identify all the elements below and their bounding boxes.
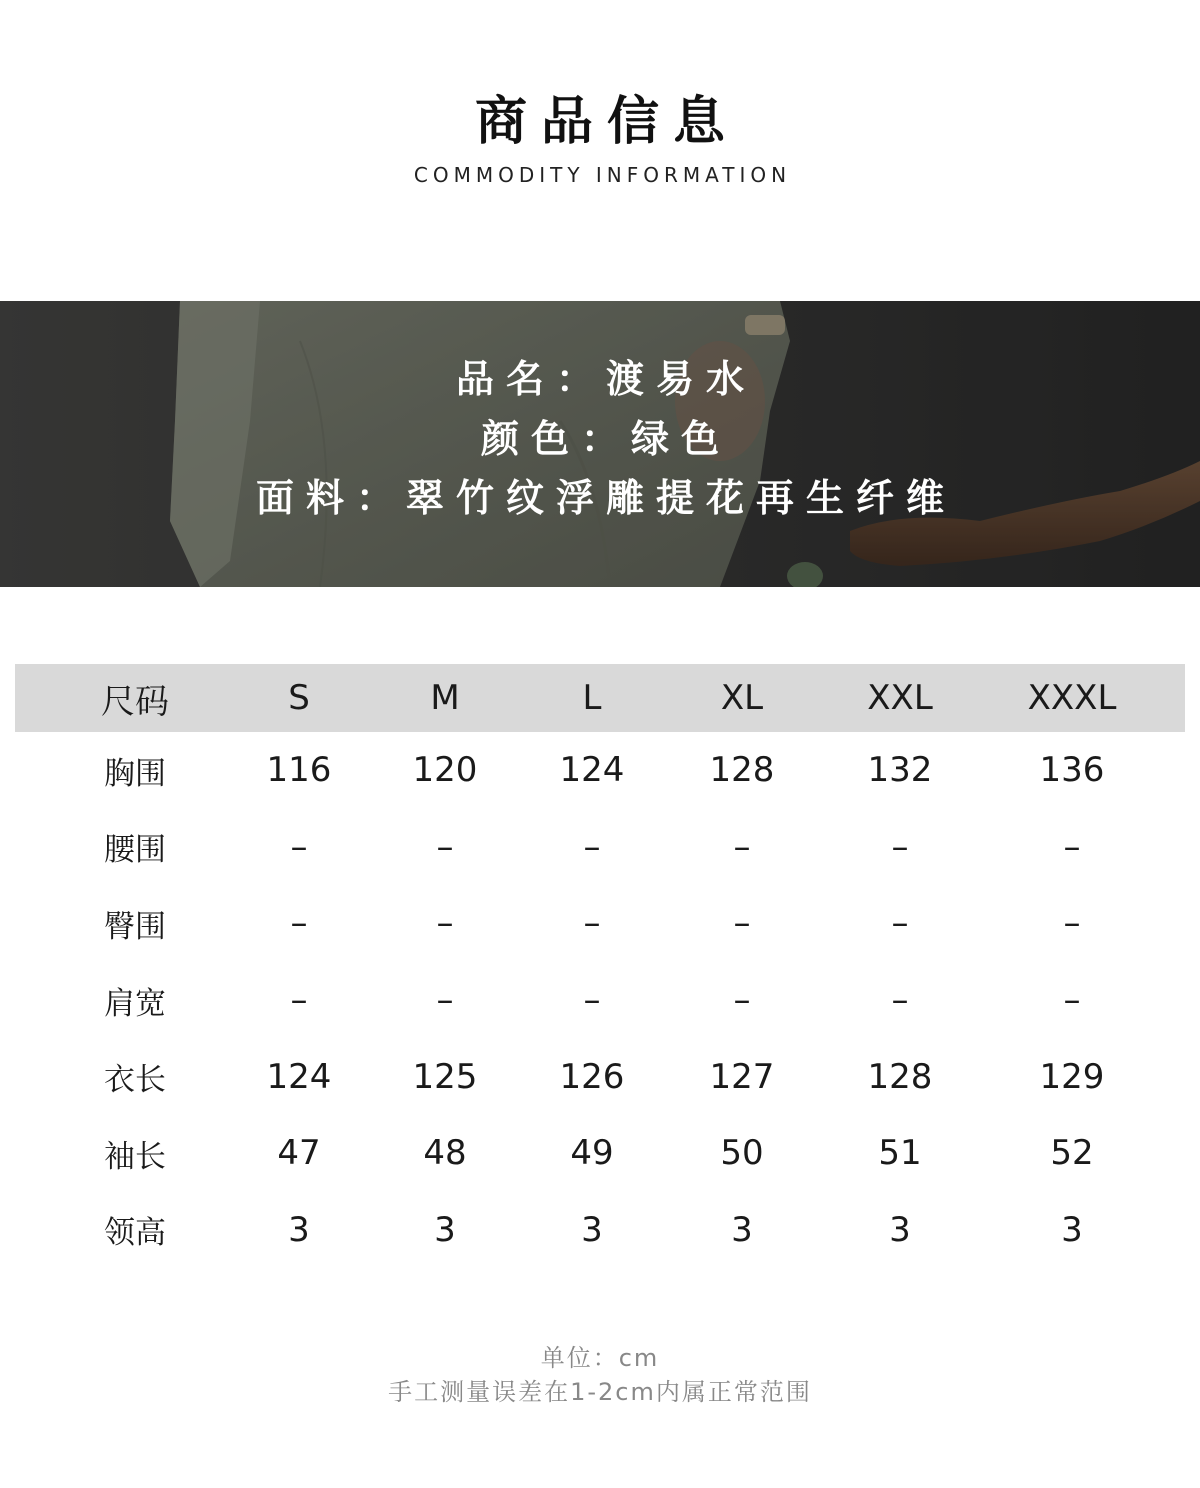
table-header-cell: XL — [720, 678, 764, 718]
table-cell: – — [436, 826, 454, 867]
table-cell: 50 — [720, 1133, 764, 1174]
table-cell: 3 — [1061, 1209, 1083, 1250]
table-cell: 136 — [1039, 750, 1105, 791]
table-row — [15, 885, 1185, 962]
table-header-row — [15, 664, 1185, 732]
page-title: 商品信息 — [474, 92, 739, 152]
table-cell: – — [891, 903, 909, 944]
table-cell: 52 — [1050, 1133, 1094, 1174]
table-cell: – — [733, 903, 751, 944]
table-row — [15, 1115, 1185, 1192]
table-header-cell: XXL — [867, 678, 933, 718]
row-label: 臀围 — [104, 908, 166, 945]
table-cell: – — [733, 826, 751, 867]
product-name: 品名：渡易水 — [455, 357, 756, 401]
table-header-cell: L — [582, 678, 602, 718]
table-cell: – — [583, 826, 601, 867]
row-label: 领高 — [104, 1215, 166, 1252]
table-cell: – — [583, 980, 601, 1021]
table-cell: 128 — [867, 1056, 933, 1097]
table-cell: 51 — [878, 1133, 922, 1174]
table-cell: 132 — [867, 750, 933, 791]
table-cell: – — [1063, 903, 1081, 944]
row-label: 袖长 — [104, 1138, 166, 1175]
row-label: 肩宽 — [104, 985, 166, 1022]
unit-note: 单位：cm — [540, 1344, 660, 1372]
table-cell: 3 — [889, 1209, 911, 1250]
table-row — [15, 1192, 1185, 1269]
table-header-cell: S — [288, 678, 310, 718]
table-cell: 127 — [709, 1056, 775, 1097]
product-banner — [0, 301, 1200, 587]
row-label: 胸围 — [104, 755, 166, 792]
row-label: 腰围 — [104, 832, 166, 869]
table-cell: 129 — [1039, 1056, 1105, 1097]
table-cell: – — [891, 826, 909, 867]
table-cell: 124 — [266, 1056, 332, 1097]
table-cell: – — [290, 980, 308, 1021]
table-cell: 120 — [412, 750, 478, 791]
table-header-cell: XXXL — [1027, 678, 1117, 718]
table-cell: 47 — [277, 1133, 321, 1174]
table-cell: – — [891, 980, 909, 1021]
table-cell: 124 — [559, 750, 625, 791]
page-subtitle: COMMODITY INFORMATION — [413, 163, 792, 187]
table-cell: – — [436, 903, 454, 944]
table-cell: – — [290, 903, 308, 944]
table-cell: 49 — [570, 1133, 614, 1174]
table-header-cell: 尺码 — [101, 681, 169, 722]
row-label: 衣长 — [104, 1062, 166, 1099]
table-cell: 48 — [423, 1133, 467, 1174]
table-cell: 128 — [709, 750, 775, 791]
table-cell: – — [1063, 826, 1081, 867]
table-cell: 3 — [581, 1209, 603, 1250]
table-cell: – — [1063, 980, 1081, 1021]
table-cell: – — [436, 980, 454, 1021]
table-row — [15, 962, 1185, 1039]
table-cell: 116 — [266, 750, 332, 791]
product-fabric: 面料：翠竹纹浮雕提花再生纤维 — [255, 476, 956, 520]
table-cell: – — [290, 826, 308, 867]
product-color: 颜色：绿色 — [480, 417, 731, 461]
measurement-note: 手工测量误差在1-2cm内属正常范围 — [388, 1378, 812, 1406]
table-cell: 125 — [412, 1056, 478, 1097]
table-row — [15, 809, 1185, 886]
table-cell: 3 — [288, 1209, 310, 1250]
table-cell: 3 — [731, 1209, 753, 1250]
table-cell: – — [733, 980, 751, 1021]
table-cell: 126 — [559, 1056, 625, 1097]
table-row — [15, 732, 1185, 809]
table-cell: – — [583, 903, 601, 944]
size-table — [15, 664, 1185, 1268]
table-cell: 3 — [434, 1209, 456, 1250]
table-header-cell: M — [430, 678, 460, 718]
table-row — [15, 1038, 1185, 1115]
